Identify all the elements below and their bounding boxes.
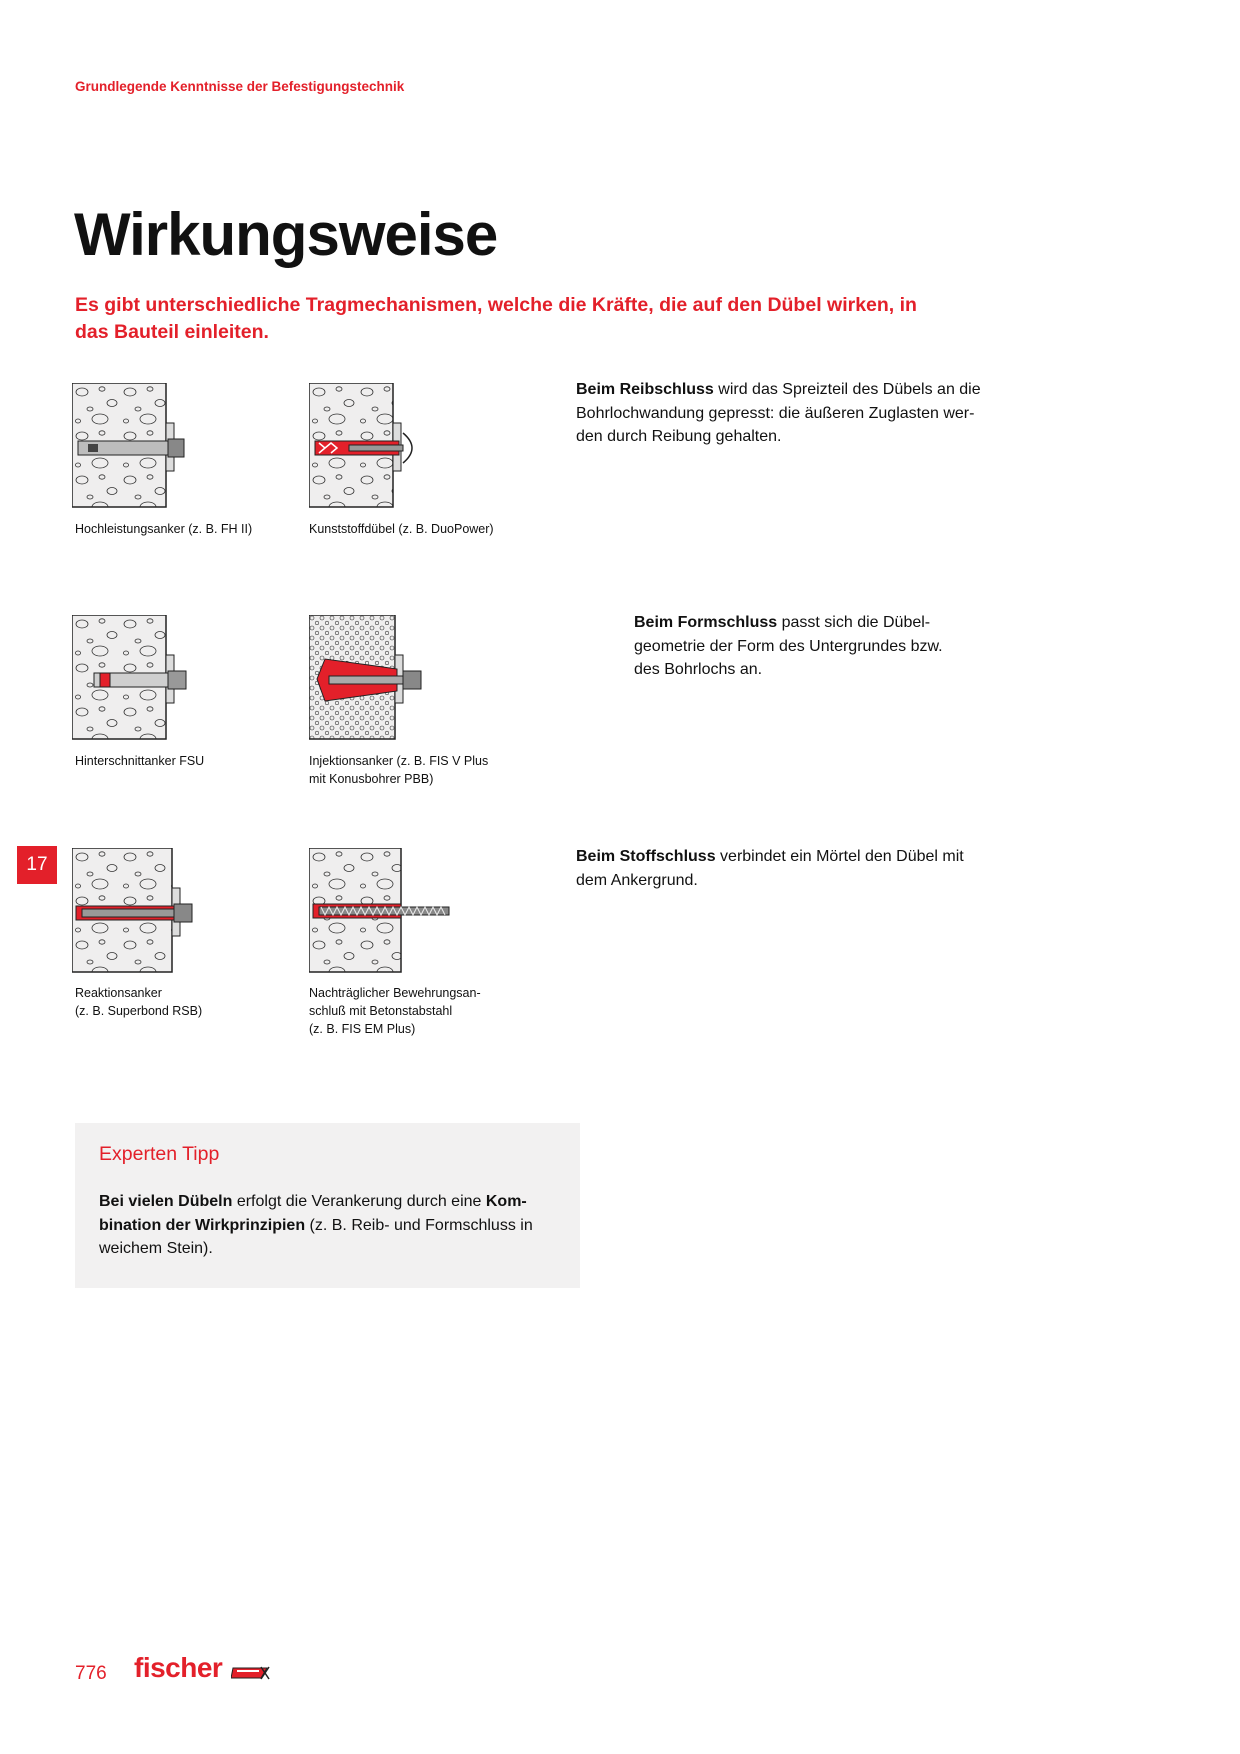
figure-caption: mit Konusbohrer PBB) <box>309 772 434 786</box>
brand-wordmark: fischer <box>134 1652 223 1683</box>
breadcrumb: Grundlegende Kenntnisse der Befestigungstechnik <box>75 79 405 94</box>
page-lead: Es gibt unterschiedliche Tragmechanismen, welche die Kräfte, die auf den Dübel wirken, in das Bauteil einleiten. <box>75 294 917 343</box>
figure-caption: (z. B. FIS EM Plus) <box>309 1022 416 1036</box>
fischer-logo <box>134 1652 271 1684</box>
figure-caption: schluß mit Betonstabstahl <box>309 1004 453 1018</box>
stoffschluss-heading: Beim Stoffschluss <box>576 848 716 865</box>
page-number: 776 <box>75 1663 107 1684</box>
figure-caption: Injektionsanker (z. B. FIS V Plus <box>309 754 489 768</box>
chemical-anchor-illustration <box>72 848 212 974</box>
undercut-anchor-illustration <box>72 615 202 741</box>
figure-caption: Hinterschnittanker FSU <box>75 754 205 768</box>
stoffschluss-text: Beim Stoffschluss verbindet ein Mörtel den Dübel mit dem Ankergrund. <box>576 848 964 889</box>
plastic-plug-illustration <box>309 383 439 509</box>
page-title: Wirkungsweise <box>74 201 498 268</box>
rebar-connection-illustration <box>309 848 459 974</box>
injection-anchor-illustration <box>309 615 439 741</box>
expert-tip-text: Bei vielen Dübeln erfolgt die Verankerung durch eine Kom- bination der Wirkprinzipien (z. B. Reib- und Formschluss in weichem Stein). <box>99 1193 533 1257</box>
expert-tip-box <box>75 1123 580 1288</box>
expert-tip-title: Experten Tipp <box>99 1143 220 1165</box>
reibschluss-text: Beim Reibschluss wird das Spreizteil des Dübels an die Bohrlochwandung gepresst: die äußeren Zuglasten wer- den durch Reibung gehalten. <box>576 381 981 445</box>
page-tab-marker: 17 <box>17 846 57 884</box>
high-performance-anchor-illustration <box>72 383 202 509</box>
figure-caption: Nachträglicher Bewehrungsan- <box>309 986 481 1000</box>
figure-caption: Kunststoffdübel (z. B. DuoPower) <box>309 522 494 536</box>
formschluss-heading: Beim Formschluss <box>634 614 778 631</box>
figure-caption: Reaktionsanker <box>75 986 162 1000</box>
logo-emblem-icon <box>231 1664 271 1682</box>
reibschluss-heading: Beim Reibschluss <box>576 381 714 398</box>
formschluss-text: Beim Formschluss passt sich die Dübel- geometrie der Form des Untergrundes bzw. des Bohrlochs an. <box>634 614 943 678</box>
figure-caption: (z. B. Superbond RSB) <box>75 1004 203 1018</box>
figure-caption: Hochleistungsanker (z. B. FH II) <box>75 522 253 536</box>
